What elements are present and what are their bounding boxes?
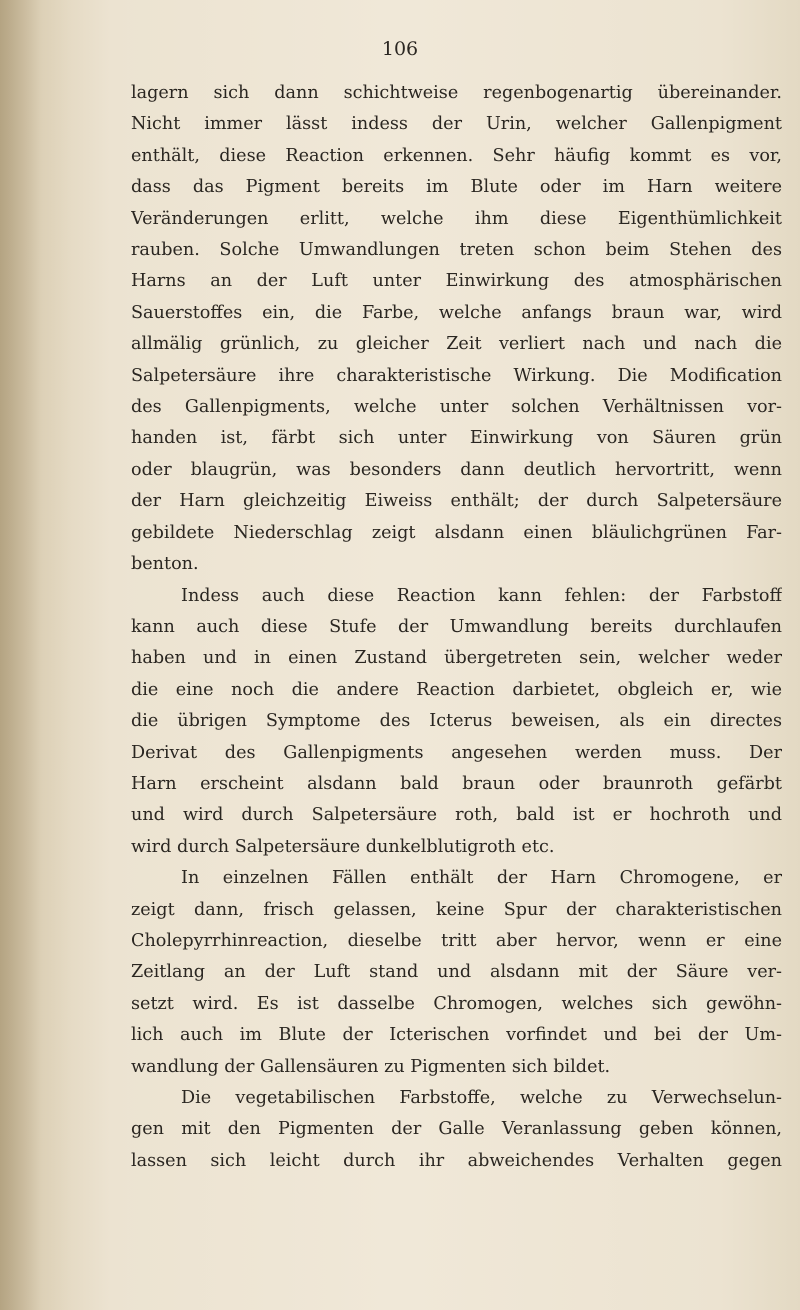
body-text [131,78,782,1177]
text-line: Die vegetabilischen Farbstoffe, welche zu Verwechselun- [181,1088,782,1108]
text-line: Derivat des Gallenpigments angesehen werden muss. Der [131,742,782,763]
text-line: handen ist, färbt sich unter Einwirkung von Säuren grün [131,428,782,449]
text-line: In einzelnen Fällen enthält der Harn Chromogene, er [181,868,782,889]
text-line: benton. [131,554,199,575]
text-line: enthält, diese Reaction erkennen. Sehr häufig kommt es vor, [131,145,782,166]
text-line: Veränderungen erlitt, welche ihm diese Eigenthümlichkeit [131,208,782,229]
paragraph [131,1083,782,1177]
paragraph [131,581,782,864]
text-line: rauben. Solche Umwandlungen treten schon beim Stehen des [131,240,782,261]
text-line: kann auch diese Stufe der Umwandlung bereits durchlaufen [131,616,782,637]
paragraph [131,78,782,581]
page-number: 106 [381,38,419,60]
text-line: allmälig grünlich, zu gleicher Zeit verliert nach und nach die [131,334,782,355]
text-line: lassen sich leicht durch ihr abweichendes Verhalten gegen [131,1150,782,1171]
text-line: wird durch Salpetersäure dunkelblutigroth etc. [131,836,555,857]
text-line: der Harn gleichzeitig Eiweiss enthält; der durch Salpetersäure [131,491,782,512]
text-line: Nicht immer lässt indess der Urin, welcher Gallenpigment [131,114,782,135]
text-line: des Gallenpigments, welche unter solchen Verhältnissen vor- [131,397,782,418]
text-line: zeigt dann, frisch gelassen, keine Spur der charakteristischen [131,899,782,920]
text-line: Sauerstoffes ein, die Farbe, welche anfangs braun war, wird [131,302,782,323]
text-line: gebildete Niederschlag zeigt alsdann einen bläulichgrünen Far- [131,522,782,543]
text-line: setzt wird. Es ist dasselbe Chromogen, welches sich gewöhn- [131,993,782,1014]
text-line: Indess auch diese Reaction kann fehlen: der Farbstoff [181,585,782,606]
text-line: die übrigen Symptome des Icterus beweisen, als ein directes [131,711,782,732]
text-line: lagern sich dann schichtweise regenbogenartig übereinander. [131,83,782,103]
text-line: wandlung der Gallensäuren zu Pigmenten sich bildet. [131,1056,611,1077]
text-line: lich auch im Blute der Icterischen vorfindet und bei der Um- [131,1025,782,1046]
text-line: haben und in einen Zustand übergetreten sein, welcher weder [131,648,782,669]
text-line: Cholepyrrhinreaction, dieselbe tritt aber hervor, wenn er eine [131,930,782,951]
text-line: Salpetersäure ihre charakteristische Wirkung. Die Modification [131,365,782,386]
paragraph [131,863,782,1083]
text-line: Harn erscheint alsdann bald braun oder braunroth gefärbt [131,773,782,794]
text-line: und wird durch Salpetersäure roth, bald ist er hochroth und [131,805,782,826]
text-line: die eine noch die andere Reaction darbietet, obgleich er, wie [131,679,782,700]
text-line: oder blaugrün, was besonders dann deutlich hervortritt, wenn [131,459,782,480]
text-line: Zeitlang an der Luft stand und alsdann mit der Säure ver- [131,962,782,983]
page-shadow [0,0,70,1310]
text-line: Harns an der Luft unter Einwirkung des atmosphärischen [131,271,782,292]
text-line: dass das Pigment bereits im Blute oder im Harn weitere [131,177,782,198]
text-line: gen mit den Pigmenten der Galle Veranlassung geben können, [131,1119,782,1140]
